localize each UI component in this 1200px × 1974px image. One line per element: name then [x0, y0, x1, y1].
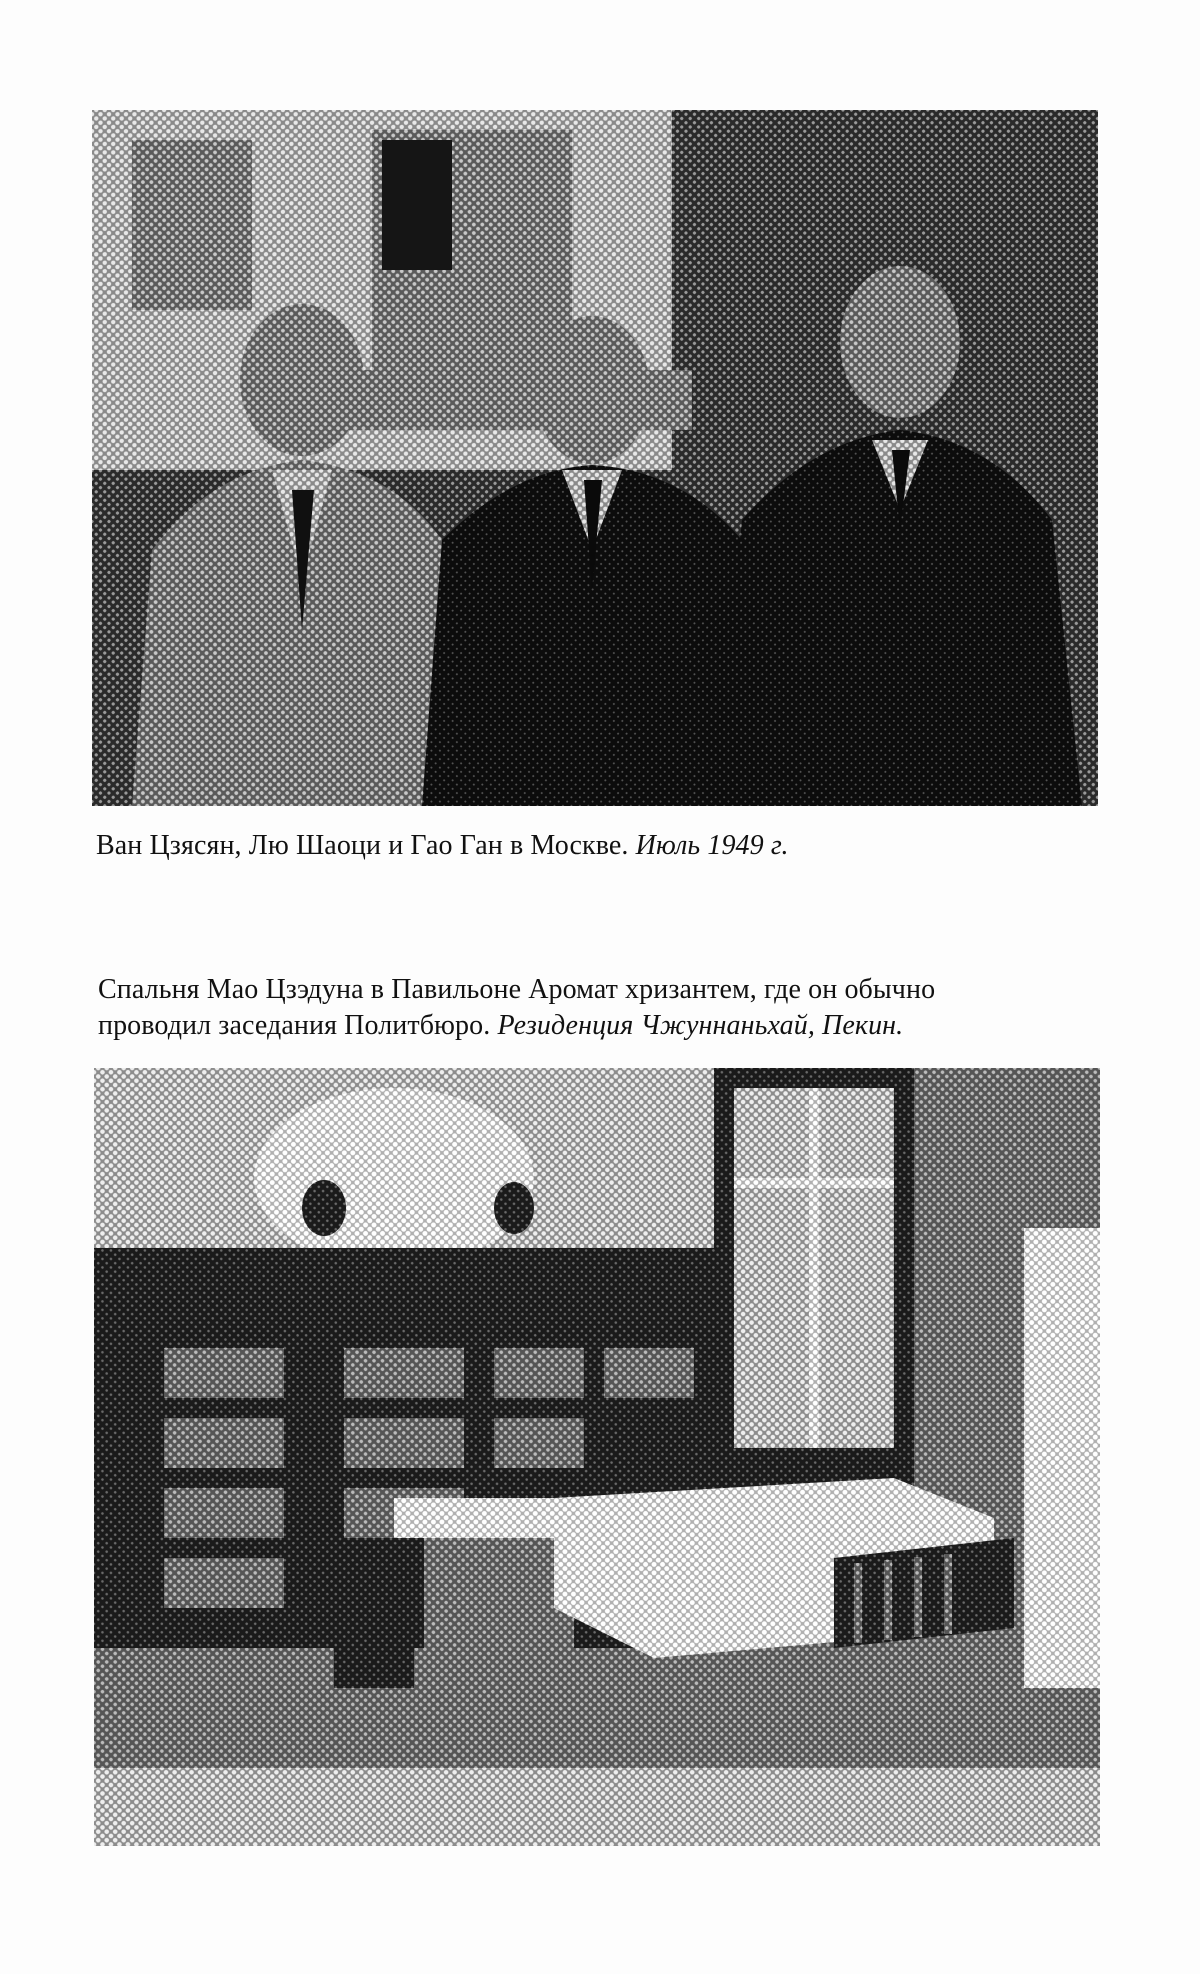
- caption-top-date: Июль 1949 г.: [635, 830, 789, 861]
- photo-three-men-caption: [96, 828, 1096, 864]
- caption-top-main: Ван Цзясян, Лю Шаоци и Гао Ган в Москве.: [96, 830, 629, 861]
- photo-three-men: [92, 110, 1098, 806]
- photo-bedroom-image: [94, 1068, 1100, 1846]
- caption-bottom-line-1: Спальня Мао Цзэдуна в Павильоне Аромат хризантем, где он обычно: [98, 974, 936, 1005]
- caption-bottom-line-2: [98, 1008, 1098, 1044]
- photo-bedroom: [94, 1068, 1100, 1846]
- photo-three-men-image: [92, 110, 1098, 806]
- caption-bottom-line-2-main: проводил заседания Политбюро.: [98, 1010, 491, 1041]
- caption-bottom-place: Резиденция Чжуннаньхай, Пекин.: [497, 1010, 904, 1041]
- photo-bedroom-caption: [98, 972, 1098, 1044]
